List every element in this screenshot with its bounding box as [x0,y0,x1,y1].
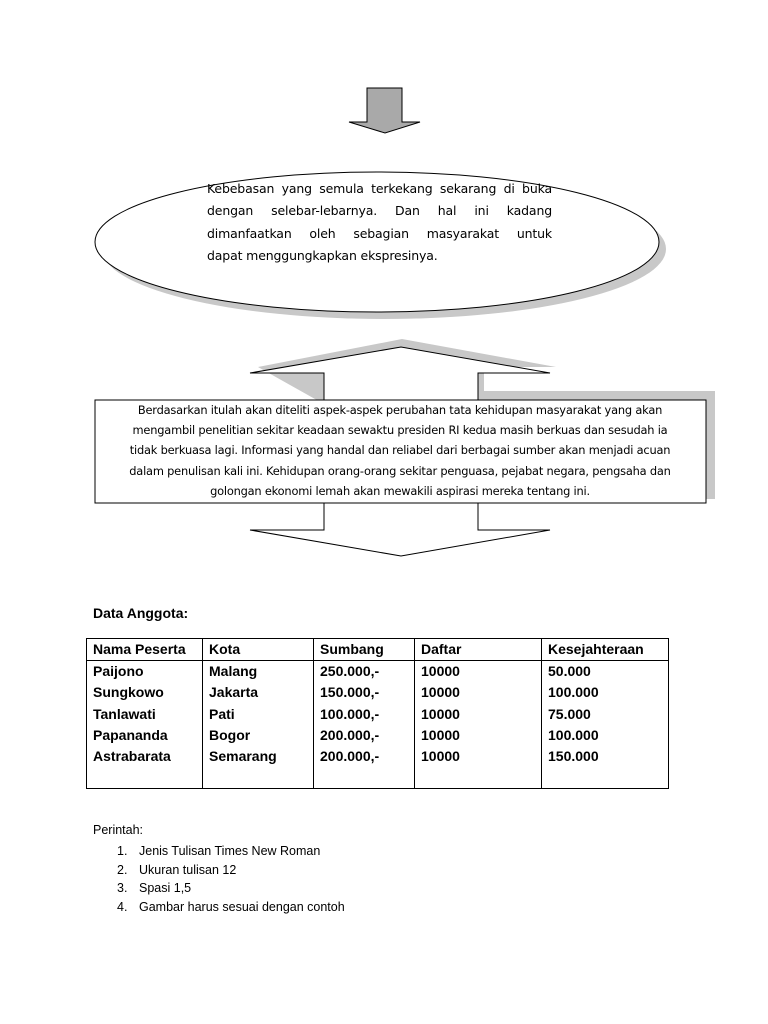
table-cell: 10000 [415,746,542,767]
table-row [87,704,669,725]
ellipse-line: dimanfaatkan oleh sebagian masyarakat untuk [207,225,552,241]
box-line: Berdasarkan itulah akan diteliti aspek-aspek perubahan tata kehidupan masyarakat yang akan [137,403,663,417]
box-line: mengambil penelitian sekitar keadaan sewaktu presiden RI kedua masih berkuas dan sesudah ia [132,423,668,438]
table-cell: 10000 [415,725,542,746]
list-item [93,898,345,917]
table-cell: 200.000,- [314,746,415,767]
table-cell: Papananda [87,725,203,746]
list-text: Spasi 1,5 [139,881,192,895]
ellipse-line: Kebebasan yang semula terkekang sekarang di buka [207,181,552,196]
list-text: Jenis Tulisan Times New Roman [139,844,321,858]
table-cell: Astrabarata [87,746,203,767]
ellipse-line: dapat menggungkapkan ekspresinya. [207,247,438,263]
table-cell: Semarang [203,746,314,767]
column-header: Nama Peserta [87,639,203,661]
table-header-row [87,639,669,661]
list-number: 3. [117,881,128,895]
table-cell: 100.000 [542,682,669,703]
column-header: Kesejahteraan [542,639,669,661]
instructions [93,821,345,916]
list-item [93,842,345,861]
table-cell: 150.000 [542,746,669,767]
data-title: Data Anggota: [93,605,189,621]
list-item [93,879,345,898]
table-cell: Malang [203,661,314,683]
column-header: Sumbang [314,639,415,661]
member-table [86,638,669,789]
ellipse-line: dengan selebar-lebarnya. Dan hal ini kadang [207,203,552,219]
ellipse-text [207,178,552,267]
box-line: dalam penulisan kali ini. Kehidupan orang-orang sekitar penguasa, pejabat negara, pengsaha dan [129,463,671,478]
table-cell: 200.000,- [314,725,415,746]
table-cell: Sungkowo [87,682,203,703]
table-row [87,682,669,703]
list-text: Ukuran tulisan 12 [139,862,237,877]
table-empty-row [87,767,669,789]
list-text: Gambar harus sesuai dengan contoh [139,899,345,914]
table-cell: Tanlawati [87,704,203,725]
table-cell: 75.000 [542,704,669,725]
table-cell: 50.000 [542,661,669,683]
column-header: Kota [203,639,314,661]
table-cell: 250.000,- [314,661,415,683]
list-number: 4. [117,899,128,914]
table-cell: 150.000,- [314,682,415,703]
list-number: 1. [117,844,128,858]
table-cell: 100.000 [542,725,669,746]
box-line: tidak berkuasa lagi. Informasi yang handal dan reliabel dari berbagai sumber akan menjadi acuan [129,443,671,458]
table-row [87,725,669,746]
list-number: 2. [117,862,128,877]
instructions-list [93,842,345,916]
table-cell: Pati [203,704,314,725]
down-arrow-head [250,503,550,556]
table-row [87,746,669,767]
table-cell: 100.000,- [314,704,415,725]
down-arrow-shape [349,88,420,133]
table-cell: 10000 [415,682,542,703]
table-row [87,661,669,683]
list-item [93,861,345,880]
box-text [100,400,700,501]
box-line: golongan ekonomi lemah akan mewakili aspirasi mereka tentang ini. [210,483,590,498]
table-cell: Paijono [87,661,203,683]
table-cell: Jakarta [203,682,314,703]
instructions-title: Perintah: [93,823,144,837]
table-cell: Bogor [203,725,314,746]
column-header: Daftar [415,639,542,661]
table-cell: 10000 [415,704,542,725]
table-cell: 10000 [415,661,542,683]
